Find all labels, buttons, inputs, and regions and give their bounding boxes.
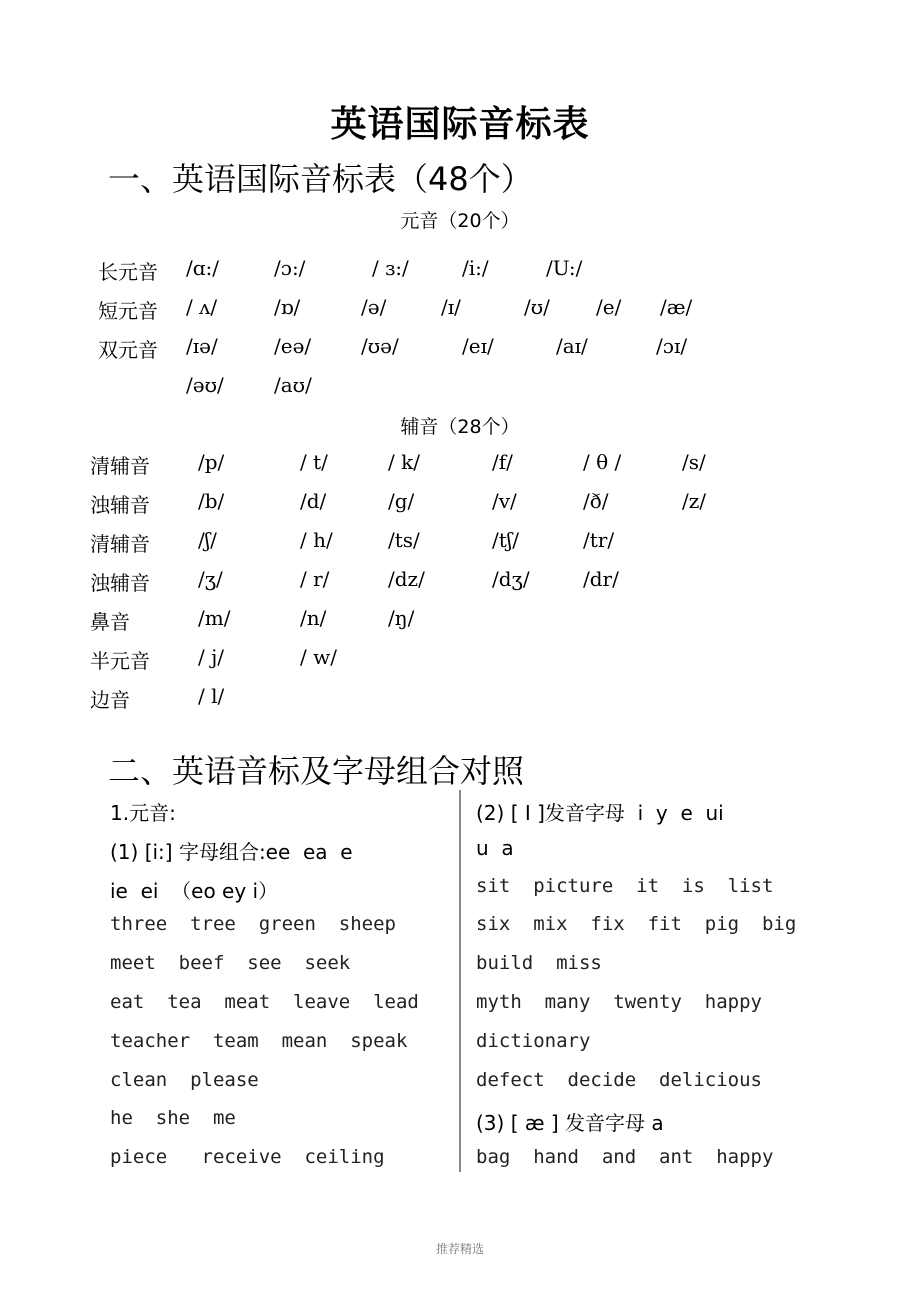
- symbol-row: [0, 645, 920, 675]
- phonetic-symbol: /eə/: [274, 334, 312, 358]
- phonetic-symbol: /v/: [492, 489, 517, 513]
- phonetic-symbol: /ts/: [388, 528, 420, 552]
- row-label: 清辅音: [90, 532, 150, 556]
- phonetic-symbol: /ʃ/: [198, 528, 217, 552]
- phonetic-symbol: /əʊ/: [186, 373, 224, 397]
- phonetic-symbol: /m/: [198, 606, 231, 630]
- symbol-row: [0, 450, 920, 480]
- phonetic-symbol: /ɪ/: [441, 295, 461, 319]
- phonetic-rule-heading: (2) [ I ]发音字母 i y e ui: [476, 801, 724, 825]
- row-label: 边音: [90, 688, 130, 712]
- phonetic-symbol: / j/: [198, 645, 225, 669]
- phonetic-symbol: / θ /: [583, 450, 622, 474]
- symbol-row: [0, 684, 920, 714]
- phonetic-symbol: /ð/: [583, 489, 609, 513]
- phonetic-symbol: / w/: [300, 645, 337, 669]
- example-words: six mix fix fit pig big: [476, 913, 797, 936]
- example-words: he she me: [110, 1107, 236, 1130]
- example-words: bag hand and ant happy: [476, 1146, 774, 1169]
- phonetic-symbol: /e/: [596, 295, 622, 319]
- symbol-row: [0, 295, 920, 325]
- example-words: build miss: [476, 952, 602, 975]
- phonetic-symbol: /ʊə/: [361, 334, 399, 358]
- phonetic-symbol: /s/: [682, 450, 706, 474]
- phonetic-symbol: /ɪə/: [186, 334, 218, 358]
- symbol-row: [0, 334, 920, 364]
- phonetic-symbol: / t/: [300, 450, 328, 474]
- phonetic-symbol: / r/: [300, 567, 330, 591]
- row-label: 长元音: [98, 260, 158, 284]
- column-divider: [459, 790, 461, 1172]
- section-1-heading: 一、英语国际音标表（48个）: [108, 160, 533, 198]
- phonetic-symbol: /n/: [300, 606, 327, 630]
- phonetic-symbol: /ə/: [361, 295, 387, 319]
- row-label: 浊辅音: [90, 571, 150, 595]
- phonetic-symbol: /tr/: [583, 528, 615, 552]
- row-label: 浊辅音: [90, 493, 150, 517]
- example-words: eat tea meat leave lead: [110, 991, 419, 1013]
- example-words: myth many twenty happy: [476, 991, 762, 1013]
- symbol-row: [0, 373, 920, 403]
- phonetic-symbol: / h/: [300, 528, 333, 552]
- phonetic-symbol: / k/: [388, 450, 420, 474]
- symbol-row: [0, 567, 920, 597]
- phonetic-symbol: /ɑ:/: [186, 256, 220, 280]
- symbol-row: [0, 528, 920, 558]
- phonetic-symbol: /ɔɪ/: [656, 334, 688, 358]
- footer-text: 推荐精选: [435, 1242, 484, 1256]
- example-words: three tree green sheep: [110, 913, 396, 936]
- row-label: 半元音: [90, 649, 150, 673]
- page-title: 英语国际音标表: [330, 104, 590, 145]
- phonetic-symbol: /g/: [388, 489, 415, 513]
- phonetic-symbol: /ɔ:/: [274, 256, 306, 280]
- section-2-heading: 二、英语音标及字母组合对照: [108, 752, 525, 790]
- phonetic-rule-heading: ie ei （eo ey i）: [110, 878, 279, 903]
- phonetic-rule-heading: u a: [476, 835, 514, 860]
- phonetic-symbol: / ʌ/: [186, 295, 218, 319]
- example-words: dictionary: [476, 1029, 591, 1052]
- phonetic-symbol: /b/: [198, 489, 225, 513]
- phonetic-rule-heading: (3) [ æ ] 发音字母 a: [476, 1111, 664, 1136]
- symbol-row: [0, 606, 920, 636]
- phonetic-symbol: /ŋ/: [388, 606, 415, 630]
- phonetic-symbol: /ʊ/: [524, 295, 550, 319]
- phonetic-symbol: /æ/: [660, 295, 693, 319]
- phonetic-symbol: /dz/: [388, 567, 425, 591]
- row-label: 短元音: [98, 299, 158, 323]
- phonetic-symbol: /p/: [198, 450, 225, 474]
- example-words: defect decide delicious: [476, 1068, 762, 1091]
- phonetic-symbol: /dr/: [583, 567, 619, 591]
- consonants-heading: 辅音（28个）: [400, 416, 520, 438]
- symbol-row: [0, 256, 920, 286]
- symbol-row: [0, 489, 920, 519]
- phonetic-symbol: /ʒ/: [198, 567, 223, 591]
- example-words: teacher team mean speak: [110, 1029, 408, 1052]
- row-label: 双元音: [98, 338, 158, 362]
- phonetic-symbol: /i:/: [462, 256, 489, 280]
- phonetic-symbol: /aʊ/: [274, 373, 312, 397]
- example-words: clean please: [110, 1068, 259, 1091]
- phonetic-rule-heading: 1.元音:: [110, 801, 176, 825]
- phonetic-symbol: /tʃ/: [492, 528, 519, 552]
- row-label: 清辅音: [90, 454, 150, 478]
- vowels-heading: 元音（20个）: [400, 210, 520, 232]
- phonetic-symbol: /f/: [492, 450, 513, 474]
- example-words: sit picture it is list: [476, 874, 774, 897]
- phonetic-symbol: / l/: [198, 684, 225, 708]
- phonetic-symbol: /eɪ/: [462, 334, 494, 358]
- phonetic-rule-heading: (1) [i:] 字母组合:ee ea e: [110, 839, 353, 864]
- phonetic-symbol: /aɪ/: [556, 334, 588, 358]
- example-words: piece receive ceiling: [110, 1146, 385, 1169]
- phonetic-symbol: /U:/: [546, 256, 583, 280]
- phonetic-symbol: /dʒ/: [492, 567, 530, 591]
- row-label: 鼻音: [90, 610, 130, 634]
- phonetic-symbol: /d/: [300, 489, 327, 513]
- example-words: meet beef see seek: [110, 952, 351, 975]
- phonetic-symbol: /ɒ/: [274, 295, 301, 319]
- phonetic-symbol: / ɜ:/: [372, 256, 409, 280]
- phonetic-symbol: /z/: [682, 489, 707, 513]
